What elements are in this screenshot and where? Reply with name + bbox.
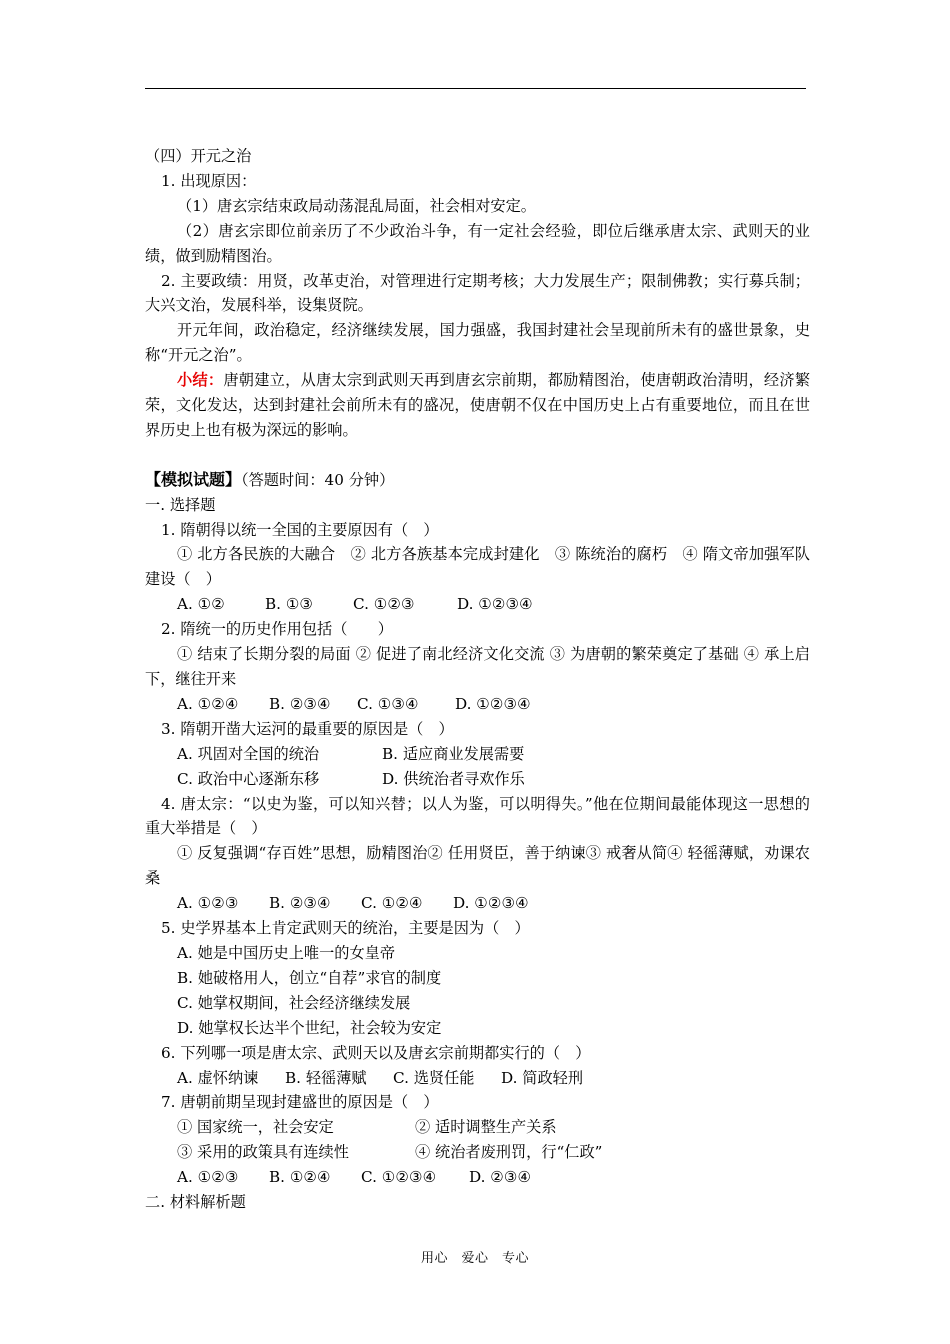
main-measures: 2. 主要政绩：用贤，改革吏治，对管理进行定期考核；大力发展生产；限制佛教；实行募兵制；大兴文治，发展科举，设集贤院。	[145, 271, 810, 315]
conclusion-paragraph	[145, 368, 810, 443]
question-5-stem: 5. 史学界基本上肯定武则天的统治，主要是因为（ ）	[161, 919, 530, 938]
option-b: B. ②③④	[269, 894, 331, 913]
option-d: D. ②③④	[469, 1168, 532, 1187]
question-7-options	[145, 1165, 810, 1190]
part-1-heading: 一. 选择题	[145, 495, 216, 514]
option-a: A. 巩固对全国的统治	[177, 744, 320, 763]
question-2-items: ① 结束了长期分裂的局面 ② 促进了南北经济文化交流 ③ 为唐朝的繁荣奠定了基础 ④ 承上启下，继往开来	[145, 645, 810, 689]
reason-1: （1）唐玄宗结束政局动荡混乱局面，社会相对安定。	[177, 196, 536, 215]
question-3-options-ab	[145, 742, 810, 767]
question-1-stem: 1. 隋朝得以统一全国的主要原因有（ ）	[161, 520, 439, 539]
reasons-label: 1. 出现原因：	[161, 171, 257, 190]
conclusion-label: 小结：	[177, 371, 224, 390]
question-4-options	[145, 891, 810, 916]
exam-title-line	[145, 468, 810, 493]
option-c: C. 政治中心逐渐东移	[177, 769, 320, 788]
document-body	[145, 144, 810, 1215]
option-a: A. ①②③	[177, 894, 239, 913]
option-b: B. 轻徭薄赋	[285, 1068, 367, 1087]
question-7-stem: 7. 唐朝前期呈现封建盛世的原因是（ ）	[161, 1093, 439, 1112]
option-b: B. ①②④	[269, 1168, 331, 1187]
exam-time-note: （答题时间：40 分钟）	[241, 470, 395, 489]
option-c: C. 选贤任能	[393, 1068, 475, 1087]
option-b: B. 适应商业发展需要	[382, 744, 525, 763]
exam-title: 【模拟试题】	[145, 469, 242, 489]
option-b: B. ②③④	[269, 694, 331, 713]
option-c: C. ①②③	[353, 595, 415, 614]
question-4-items: ① 反复强调“存百姓”思想，励精图治② 任用贤臣，善于纳谏③ 戒奢从简④ 轻徭薄赋，劝课农桑	[145, 844, 810, 888]
conclusion-text: 唐朝建立，从唐太宗到武则天再到唐玄宗前期，都励精图治，使唐朝政治清明，经济繁荣，文化发达，达到封建社会前所未有的盛况，使唐朝不仅在中国历史上占有重要地位，而且在世界历史上也有极为深远的影响。	[145, 371, 811, 439]
question-2-stem: 2. 隋统一的历史作用包括（ ）	[161, 620, 393, 639]
summary-paragraph: 开元年间，政治稳定，经济继续发展，国力强盛，我国封建社会呈现前所未有的盛世景象，史称“开元之治”。	[145, 321, 810, 365]
question-6-stem: 6. 下列哪一项是唐太宗、武则天以及唐玄宗前期都实行的（ ）	[161, 1043, 591, 1062]
option-c: C. 她掌权期间，社会经济继续发展	[177, 993, 411, 1012]
question-1-options	[145, 592, 810, 617]
option-a: A. 虚怀纳谏	[177, 1068, 259, 1087]
option-c: C. ①②④	[361, 894, 423, 913]
option-d: D. 供统治者寻欢作乐	[382, 769, 525, 788]
option-d: D. 她掌权长达半个世纪，社会较为安定	[177, 1018, 442, 1037]
option-a: A. 她是中国历史上唯一的女皇帝	[177, 943, 396, 962]
option-a: A. ①②④	[177, 694, 239, 713]
question-7-items-34	[145, 1140, 810, 1165]
item-3: ③ 采用的政策具有连续性	[177, 1143, 349, 1162]
question-3-stem: 3. 隋朝开凿大运河的最重要的原因是（ ）	[161, 719, 454, 738]
part-2-heading: 二. 材料解析题	[145, 1193, 246, 1212]
option-d: D. ①②③④	[453, 894, 529, 913]
question-7-items-12	[145, 1115, 810, 1140]
option-b: B. 她破格用人，创立“自荐”求官的制度	[177, 968, 442, 987]
option-d: D. ①②③④	[457, 595, 533, 614]
option-a: A. ①②③	[177, 1168, 239, 1187]
header-rule	[145, 88, 806, 89]
option-c: C. ①③④	[357, 694, 419, 713]
question-1-items: ① 北方各民族的大融合 ② 北方各族基本完成封建化 ③ 陈统治的腐朽 ④ 隋文帝加强军队建设（ ）	[145, 545, 810, 589]
question-6-options	[145, 1066, 810, 1091]
item-2: ② 适时调整生产关系	[415, 1118, 557, 1137]
item-4: ④ 统治者废刑罚，行“仁政”	[415, 1143, 603, 1162]
option-c: C. ①②③④	[361, 1168, 437, 1187]
option-b: B. ①③	[265, 595, 314, 614]
reason-2: （2）唐玄宗即位前亲历了不少政治斗争，有一定社会经验，即位后继承唐太宗、武则天的业绩，做到励精图治。	[145, 221, 810, 265]
option-a: A. ①②	[177, 595, 225, 614]
item-1: ① 国家统一，社会安定	[177, 1118, 334, 1137]
page-footer: 用心 爱心 专心	[420, 1251, 529, 1266]
section-heading: （四）开元之治	[145, 147, 252, 165]
question-2-options	[145, 692, 810, 717]
question-3-options-cd	[145, 767, 810, 792]
option-d: D. ①②③④	[455, 694, 531, 713]
option-d: D. 简政轻刑	[501, 1068, 584, 1087]
question-4-stem: 4. 唐太宗：“以史为鉴，可以知兴替；以人为鉴，可以明得失。”他在位期间最能体现这一思想的重大举措是（ ）	[145, 794, 810, 838]
